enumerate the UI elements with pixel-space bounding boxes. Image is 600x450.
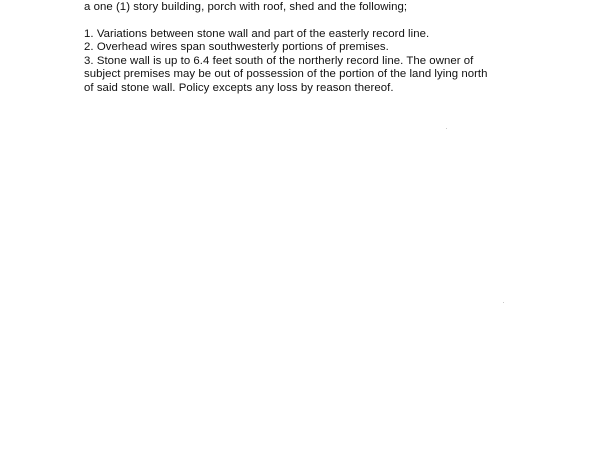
item-line: 1. Variations between stone wall and part of the easterly record line. xyxy=(84,27,430,40)
item-line: 2. Overhead wires span southwesterly portions of premises. xyxy=(84,41,389,54)
item-line: 3. Stone wall is up to 6.4 feet south of the northerly record line. The owner of xyxy=(84,54,474,67)
intro-line: a one (1) story building, porch with roof, shed and the following; xyxy=(84,1,408,13)
document-body xyxy=(84,1,584,96)
item-line: subject premises may be out of possession of the portion of the land lying north xyxy=(84,68,488,81)
scan-speck xyxy=(503,302,504,303)
scan-speck xyxy=(446,128,447,129)
item-line: of said stone wall. Policy excepts any loss by reason thereof. xyxy=(84,81,394,94)
